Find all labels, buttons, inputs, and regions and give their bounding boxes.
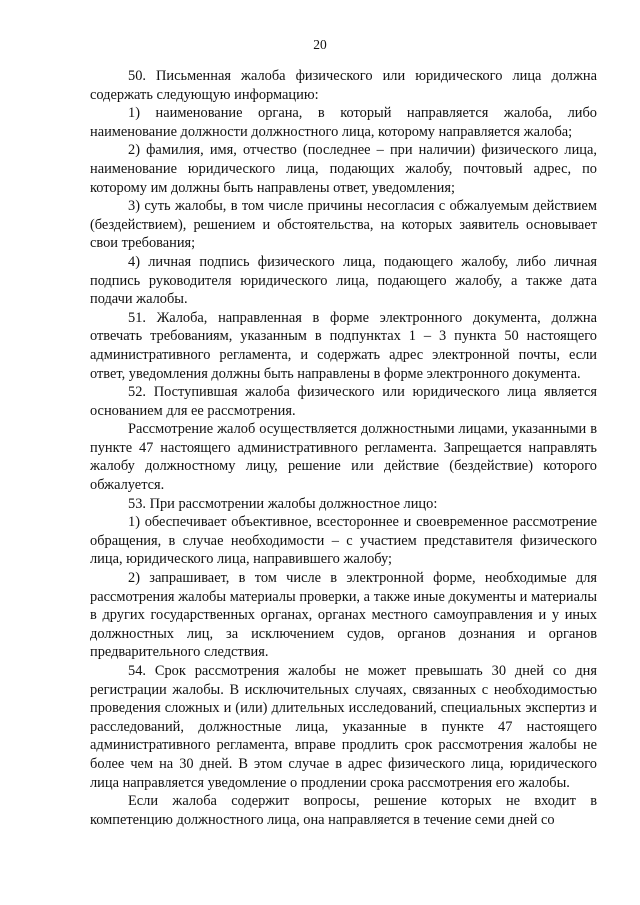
paragraph-52: 52. Поступившая жалоба физического или юридического лица является основанием для ее рассмотрения. [90,384,597,419]
paragraph-50-item-2: 2) фамилия, имя, отчество (последнее – при наличии) физического лица, наименование юридического лица, подающих жалобу, почтовый адрес, по которому им должны быть направлены ответ, уведомления; [90,142,597,196]
paragraph-50-item-4: 4) личная подпись физического лица, подающего жалобу, либо личная подпись руководителя юридического лица, подающего жалобу, а также дата подачи жалобы. [90,253,597,308]
paragraph-53-item-2: 2) запрашивает, в том числе в электронной форме, необходимые для рассмотрения жалобы материалы проверки, а также иные документы и материалы в других государственных органах, органах местного самоуправления и у иных должностных лиц, за исключением судов, органов дознания и органов предварительного следствия. [90,570,597,661]
paragraph-50-item-3: 3) суть жалобы, в том числе причины несогласия с обжалуемым действием (бездействием), решением и обстоятельства, на которых заявитель основывает свои требования; [90,198,597,252]
paragraph-50: 50. Письменная жалоба физического или юридического лица должна содержать следующую информацию: [90,68,597,103]
paragraph-54-continued: Если жалоба содержит вопросы, решение которых не входит в компетенцию должностного лица, она направляется в течение семи дней со [90,793,597,828]
document-body [90,67,597,829]
paragraph-50-item-1: 1) наименование органа, в который направляется жалоба, либо наименование должности должностного лица, которому направляется жалоба; [90,105,597,140]
paragraph-53: 53. При рассмотрении жалобы должностное лицо: [128,495,438,512]
paragraph-51: 51. Жалоба, направленная в форме электронного документа, должна отвечать требованиям, указанным в подпунктах 1 – 3 пункта 50 настоящего административного регламента, и содержать адрес электронной почты, если ответ, уведомления должны быть направлены в форме электронного документа. [90,309,597,382]
page-number: 20 [313,37,327,52]
paragraph-52-continued: Рассмотрение жалоб осуществляется должностными лицами, указанными в пункте 47 настоящего административного регламента. Запрещается направлять жалобу должностному лицу, решение или действие (бездействие) которого обжалуется. [90,421,597,494]
paragraph-53-item-1: 1) обеспечивает объективное, всестороннее и своевременное рассмотрение обращения, в случае необходимости – с участием представителя физического лица, юридического лица, направившего жалобу; [90,514,597,568]
paragraph-54: 54. Срок рассмотрения жалобы не может превышать 30 дней со дня регистрации жалобы. В исключительных случаях, связанных с необходимостью проведения сложных и (или) длительных исследований, специальных экспертиз и расследований, должностные лица, указанные в пункте 47 настоящего административного регламента, вправе продлить срок рассмотрения жалобы не более чем на 30 дней. В этом случае в адрес физического лица, юридического лица направляется уведомление о продлении срока рассмотрения его жалобы. [90,663,597,791]
